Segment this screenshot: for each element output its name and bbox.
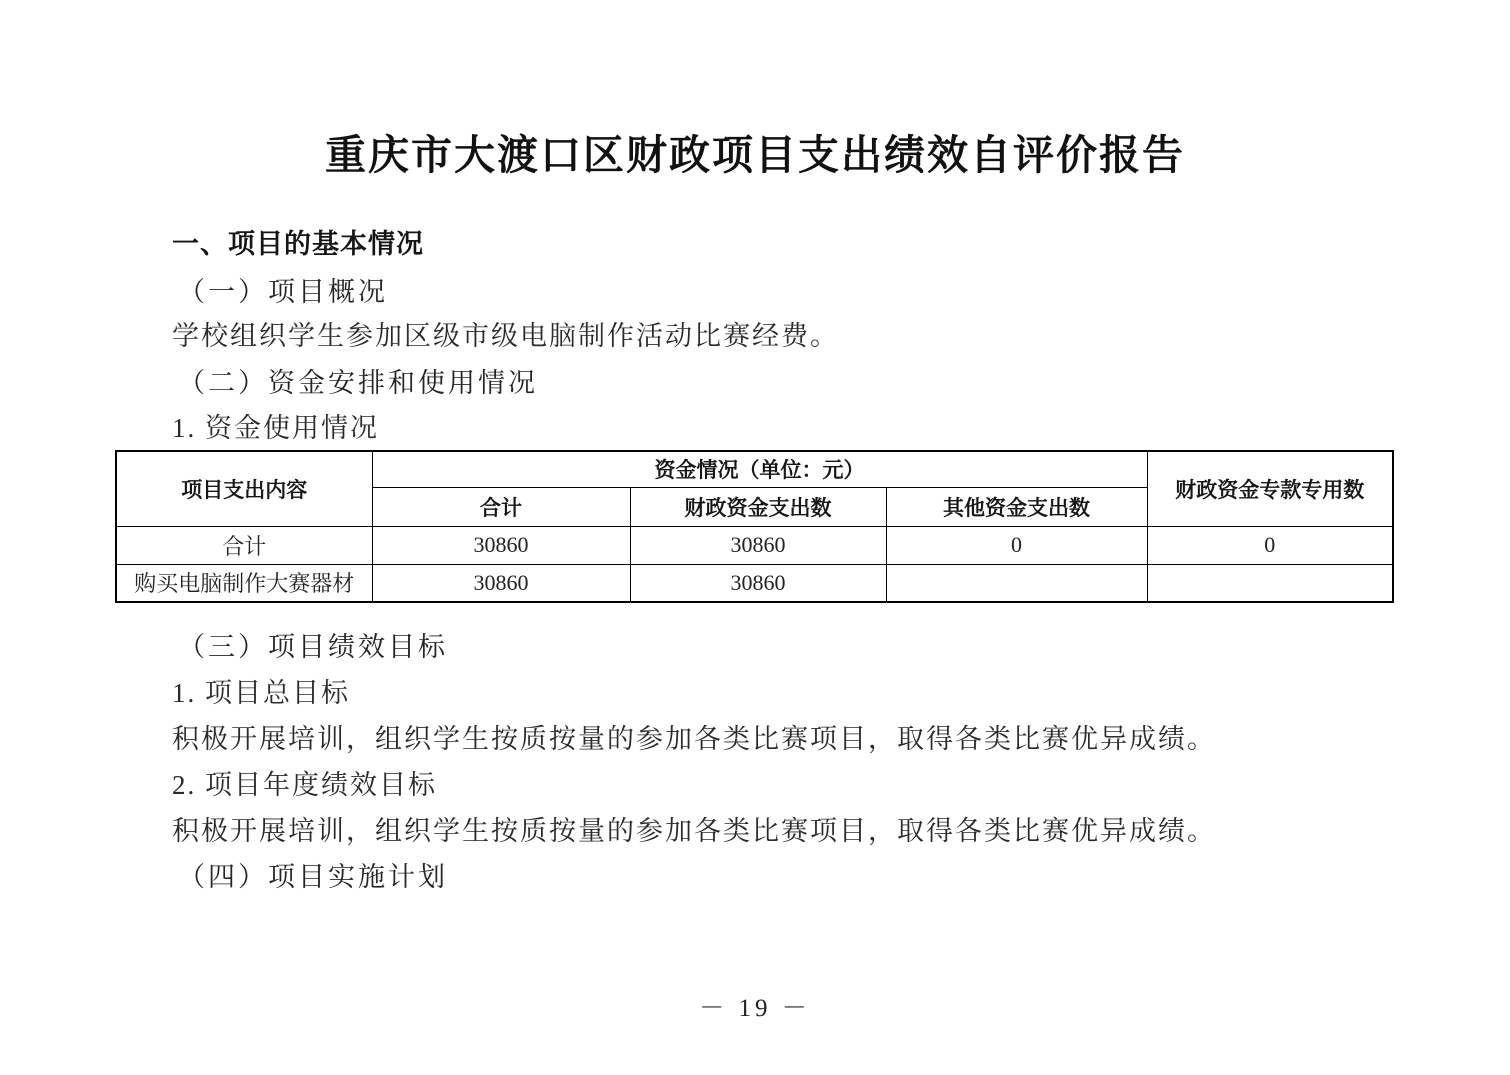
list-item-annual-goal: 2. 项目年度绩效目标 [172, 770, 437, 800]
subsection-heading-performance-goals: （三）项目绩效目标 [178, 632, 448, 662]
page-title: 重庆市大渡口区财政项目支出绩效自评价报告 [325, 132, 1185, 178]
paragraph-annual-goal: 积极开展培训，组织学生按质按量的参加各类比赛项目，取得各类比赛优异成绩。 [172, 816, 1216, 846]
table-cell-total: 30860 [372, 526, 630, 564]
section-heading-basic-info: 一、项目的基本情况 [172, 229, 424, 259]
paragraph-overall-goal: 积极开展培训，组织学生按质按量的参加各类比赛项目，取得各类比赛优异成绩。 [172, 724, 1216, 754]
table-header-fiscal-expenditure: 财政资金支出数 [630, 487, 886, 526]
table-header-total: 合计 [372, 487, 630, 526]
table-cell-earmarked [1147, 564, 1393, 602]
table-row-equipment-purchase [116, 564, 1393, 602]
table-header-expenditure-content: 项目支出内容 [116, 451, 372, 526]
table-cell-content: 购买电脑制作大赛器材 [116, 564, 372, 602]
subsection-heading-fund-arrangement: （二）资金安排和使用情况 [178, 368, 538, 398]
subsection-heading-project-overview: （一）项目概况 [178, 277, 388, 307]
table-header-earmarked-funds: 财政资金专款专用数 [1147, 451, 1393, 526]
paragraph-project-overview: 学校组织学生参加区级市级电脑制作活动比赛经费。 [172, 321, 839, 351]
table-header-other-expenditure: 其他资金支出数 [886, 487, 1147, 526]
list-item-overall-goal: 1. 项目总目标 [172, 678, 350, 708]
table-cell-other [886, 564, 1147, 602]
table-cell-fiscal: 30860 [630, 526, 886, 564]
table-cell-other: 0 [886, 526, 1147, 564]
table-cell-content: 合计 [116, 526, 372, 564]
funding-table [115, 450, 1394, 603]
page-number: － 19 － [699, 995, 811, 1022]
table-header-fund-situation-group: 资金情况（单位：元） [372, 451, 1147, 487]
table-cell-earmarked: 0 [1147, 526, 1393, 564]
table-cell-total: 30860 [372, 564, 630, 602]
list-item-fund-usage: 1. 资金使用情况 [172, 413, 379, 443]
table-row-total [116, 526, 1393, 564]
table-cell-fiscal: 30860 [630, 564, 886, 602]
subsection-heading-implementation-plan: （四）项目实施计划 [178, 862, 448, 892]
